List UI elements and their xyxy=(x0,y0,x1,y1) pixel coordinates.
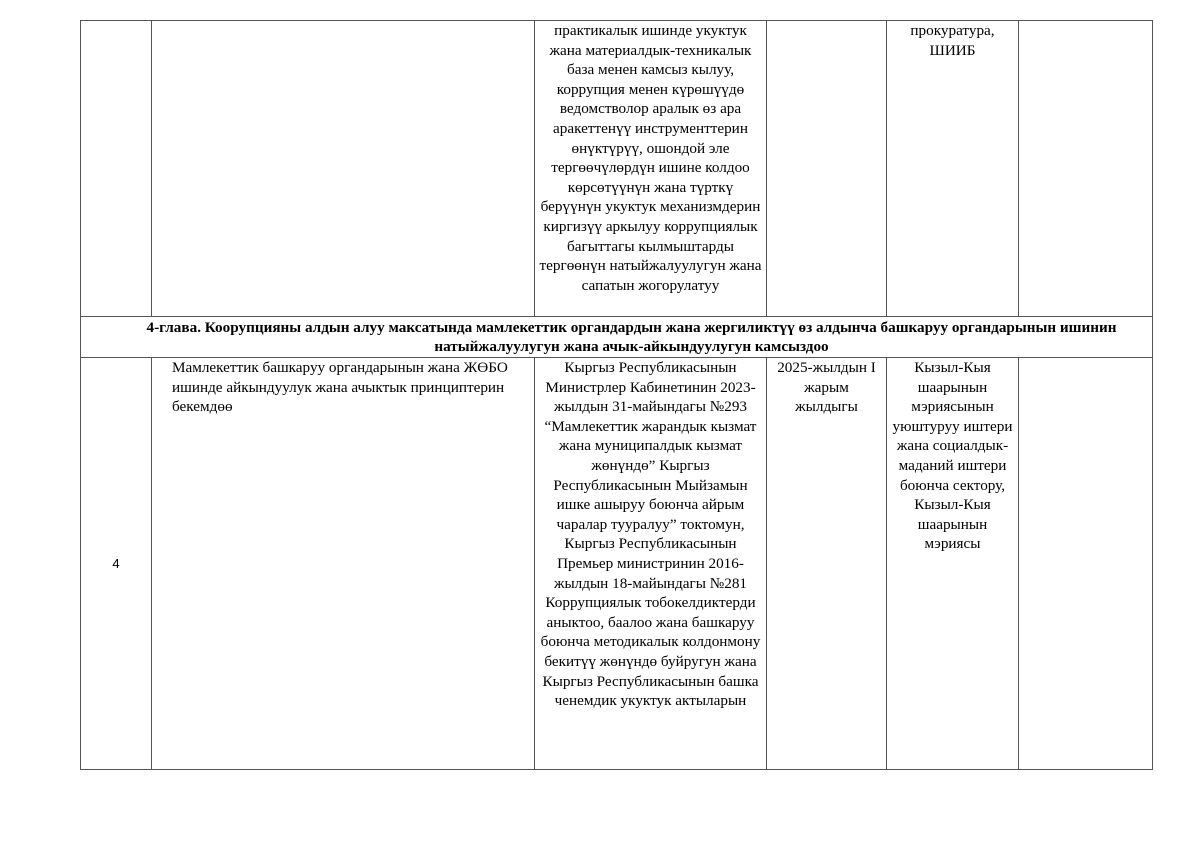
responsible-cell: Кызыл-Кыя шаарынын мэриясынын уюштуруу иштери жана социалдык-маданий иштери боюнча сектору, Кызыл-Кыя шаарынын мэриясы xyxy=(887,358,1019,770)
task-cell: Мамлекеттик башкаруу органдарынын жана ЖӨБО ишинде айкындуулук жана ачыктык принциптерин бекемдөө xyxy=(152,358,535,770)
measure-cell: Кыргыз Республикасынын Министрлер Кабинетинин 2023-жылдын 31-майындагы №293 “Мамлекеттик жарандык кызмат жана муниципалдык кызмат жөнүндө” Кыргыз Республикасынын Мыйзамын ишке ашыруу боюнча айрым чаралар тууралуу” токтомун, Кыргыз Республикасынын Премьер министринин 2016-жылдын 18-майындагы №281 Коррупциялык тобокелдиктерди аныктоо, баалоо жана башкаруу боюнча методикалык колдонмону бекитүү жөнүндө буйругун жана Кыргыз Республикасынын башка ченемдик укуктук актыларын xyxy=(535,358,767,770)
deadline-cell: 2025-жылдын I жарым жылдыгы xyxy=(767,358,887,770)
action-plan-table xyxy=(80,20,1153,770)
deadline-cell xyxy=(767,21,887,317)
number-cell xyxy=(81,21,152,317)
table-row xyxy=(81,317,1153,358)
note-cell xyxy=(1019,358,1153,770)
table-row xyxy=(81,358,1153,770)
row-number: 4 xyxy=(81,358,152,770)
chapter-heading: 4-глава. Коорупцияны алдын алуу максатында мамлекеттик органдардын жана жергиликтүү өз алдынча башкаруу органдарынын ишинин натыйжалуулугун жана ачык-айкындуулугун камсыздоо xyxy=(81,317,1153,358)
responsible-cell: прокуратура, ШИИБ xyxy=(887,21,1019,317)
note-cell xyxy=(1019,21,1153,317)
measure-cell: практикалык ишинде укуктук жана материалдык-техникалык база менен камсыз кылуу, коррупция менен күрөшүүдө ведомстволор аралык өз ара аракеттенүү инструменттерин өнүктүрүү, ошондой эле тергөөчүлөрдүн ишине колдоо көрсөтүүнүн жана түрткү берүүнүн укуктук механизмдерин киргизүү аркылуу коррупциялык багыттагы кылмыштарды тергөөнүн натыйжалуулугун жана сапатын жогорулатуу xyxy=(535,21,767,317)
table-row xyxy=(81,21,1153,317)
task-cell xyxy=(152,21,535,317)
